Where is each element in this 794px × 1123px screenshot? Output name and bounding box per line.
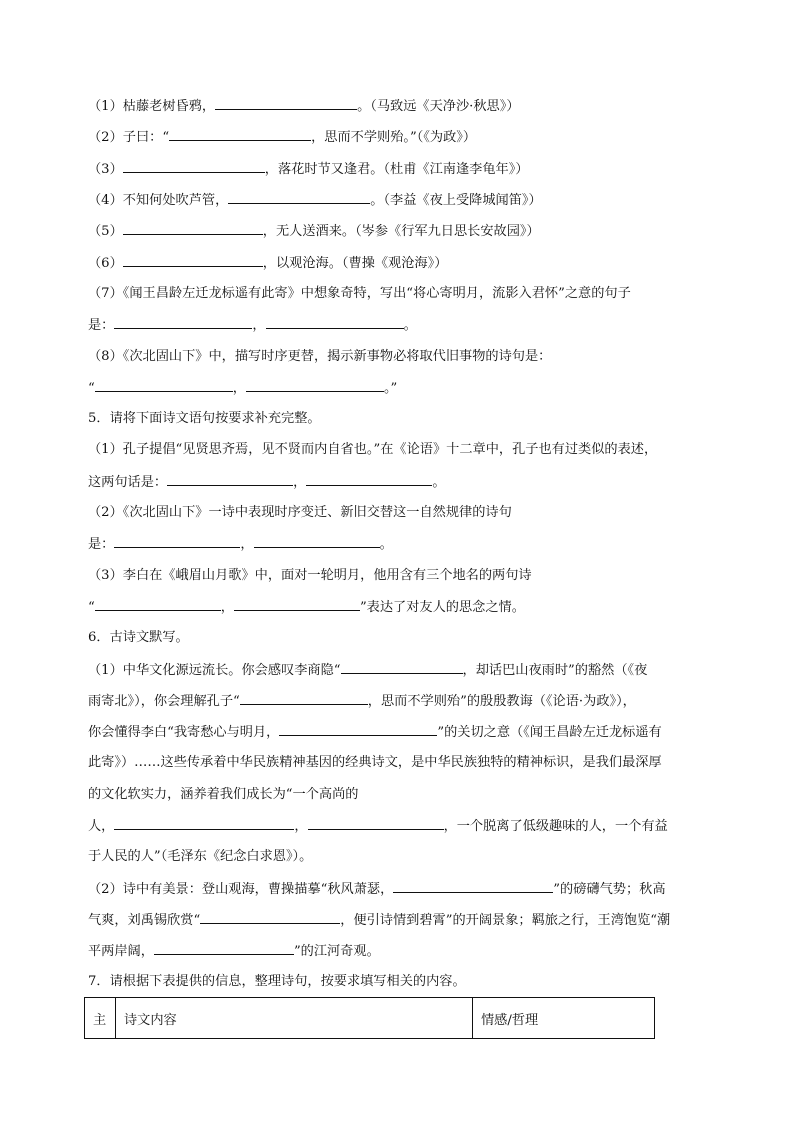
blank[interactable] bbox=[123, 254, 263, 267]
blank[interactable] bbox=[234, 598, 360, 611]
table-header-row bbox=[85, 998, 655, 1039]
blank[interactable] bbox=[123, 160, 265, 173]
text: “ bbox=[88, 600, 95, 615]
text: ， bbox=[293, 475, 307, 490]
text: ，落花时节又逢君。（杜甫《江南逢李龟年》） bbox=[264, 162, 529, 177]
text: ， bbox=[232, 381, 246, 396]
text: 7．请根据下表提供的信息，整理诗句，按要求填写相关的内容。 bbox=[88, 974, 466, 989]
blank[interactable] bbox=[200, 911, 340, 924]
line-13 bbox=[88, 473, 674, 492]
blank[interactable] bbox=[341, 661, 463, 674]
blank[interactable] bbox=[246, 379, 384, 392]
text: 这两句话是： bbox=[88, 475, 168, 490]
line-18 bbox=[88, 629, 674, 647]
line-5 bbox=[88, 222, 674, 241]
header-cell-emotion: 情感/哲理 bbox=[473, 998, 655, 1039]
blank[interactable] bbox=[114, 316, 252, 329]
text: ，却话巴山夜雨时”的豁然（《夜 bbox=[462, 663, 648, 678]
text: 。 bbox=[403, 318, 417, 333]
line-21 bbox=[88, 723, 674, 742]
text: 人， bbox=[88, 819, 115, 834]
text: （2）《次北固山下》一诗中表现时序变迁、新旧交替这一自然规律的诗句 bbox=[88, 505, 512, 520]
text: 气爽，刘禹锡欣赏“ bbox=[88, 913, 201, 928]
text: （1）中华文化源远流长。你会感叹李商隐“ bbox=[88, 663, 341, 678]
line-27 bbox=[88, 911, 674, 930]
text: 于人民的人”（毛泽东《纪念白求恩》）。 bbox=[88, 849, 313, 864]
text: ”的磅礴气势；秋高 bbox=[553, 882, 666, 897]
text: ”的江河奇观。 bbox=[293, 944, 380, 959]
line-16 bbox=[88, 567, 674, 585]
text: （3）李白在《峨眉山月歌》中，面对一轮明月，他用含有三个地名的两句诗 bbox=[88, 568, 532, 583]
text: 此寄》）……这些传承着中华民族精神基因的经典诗文，是中华民族独特的精神标识，是我们最深厚 bbox=[88, 755, 662, 770]
line-17 bbox=[88, 598, 674, 617]
text: 。” bbox=[383, 381, 398, 396]
text: （8）《次北固山下》中，描写时序更替，揭示新事物必将取代旧事物的诗句是： bbox=[88, 349, 552, 364]
blank[interactable] bbox=[95, 598, 221, 611]
blank[interactable] bbox=[114, 817, 294, 830]
blank[interactable] bbox=[167, 473, 293, 486]
line-2 bbox=[88, 128, 674, 147]
blank[interactable] bbox=[254, 535, 380, 548]
line-8 bbox=[88, 316, 674, 335]
blank[interactable] bbox=[308, 817, 444, 830]
blank[interactable] bbox=[114, 535, 240, 548]
text: ”的关切之意（《闻王昌龄左迁龙标遥有 bbox=[437, 725, 662, 740]
blank[interactable] bbox=[240, 692, 368, 705]
blank[interactable] bbox=[393, 880, 553, 893]
text: （2）子曰：“ bbox=[88, 130, 170, 145]
line-20 bbox=[88, 692, 674, 711]
line-1 bbox=[88, 97, 674, 116]
text: ，思而不学则殆”的殷殷教诲（《论语·为政》）， bbox=[367, 694, 636, 709]
text: （7）《闻王昌龄左迁龙标遥有此寄》中想象奇特，写出“将心寄明月，流影入君怀”之意的句子 bbox=[88, 286, 631, 301]
line-6 bbox=[88, 254, 674, 273]
text: （3） bbox=[88, 162, 123, 177]
header-cell-topic: 主 bbox=[85, 998, 116, 1039]
line-23 bbox=[88, 786, 674, 804]
text: ”表达了对友人的思念之情。 bbox=[359, 600, 525, 615]
text: 。 bbox=[432, 475, 446, 490]
line-14 bbox=[88, 504, 674, 522]
blank[interactable] bbox=[228, 191, 370, 204]
line-24 bbox=[88, 817, 674, 836]
blank[interactable] bbox=[279, 723, 437, 736]
text: 。（马致远《天净沙·秋思》） bbox=[357, 99, 520, 114]
text: （1）枯藤老树昏鸦， bbox=[88, 99, 216, 114]
text: 6．古诗文默写。 bbox=[88, 630, 189, 645]
blank[interactable] bbox=[306, 473, 432, 486]
text: 是： bbox=[88, 318, 115, 333]
line-7 bbox=[88, 285, 674, 303]
line-11 bbox=[88, 410, 674, 428]
line-25 bbox=[88, 848, 674, 866]
blank[interactable] bbox=[154, 942, 294, 955]
text: 。 bbox=[379, 537, 393, 552]
blank[interactable] bbox=[169, 128, 311, 141]
line-10 bbox=[88, 379, 674, 398]
text: 。（李益《夜上受降城闻笛》） bbox=[370, 193, 542, 208]
blank[interactable] bbox=[123, 222, 263, 235]
text: ，无人送酒来。（岑参《行军九日思长安故园》） bbox=[262, 224, 540, 239]
text: ，思而不学则殆。”（《为政》） bbox=[311, 130, 477, 145]
text: （4）不知何处吹芦管， bbox=[88, 193, 229, 208]
text: 是： bbox=[88, 537, 115, 552]
blank[interactable] bbox=[215, 97, 357, 110]
text: ， bbox=[294, 819, 308, 834]
line-3 bbox=[88, 160, 674, 179]
line-26 bbox=[88, 880, 674, 899]
line-4 bbox=[88, 191, 674, 210]
text: ，一个脱离了低级趣味的人，一个有益 bbox=[443, 819, 668, 834]
text: ， bbox=[252, 318, 266, 333]
text: （1）孔子提倡“见贤思齐焉，见不贤而内自省也。”在《论语》十二章中，孔子也有过类似的表述， bbox=[88, 442, 658, 457]
text: ， bbox=[220, 600, 234, 615]
line-12 bbox=[88, 441, 674, 459]
blank[interactable] bbox=[266, 316, 404, 329]
text: （6） bbox=[88, 256, 123, 271]
blank[interactable] bbox=[95, 379, 233, 392]
text: 你会懂得李白“我寄愁心与明月， bbox=[88, 725, 280, 740]
info-table bbox=[84, 997, 655, 1039]
line-15 bbox=[88, 535, 674, 554]
line-22 bbox=[88, 754, 674, 772]
text: 的文化软实力，涵养着我们成长为“一个高尚的 bbox=[88, 787, 359, 802]
header-cell-content: 诗文内容 bbox=[116, 998, 473, 1039]
text: （2）诗中有美景：登山观海，曹操描摹“秋风萧瑟， bbox=[88, 882, 394, 897]
text: 5．请将下面诗文语句按要求补充完整。 bbox=[88, 411, 321, 426]
line-9 bbox=[88, 348, 674, 366]
line-29 bbox=[88, 973, 674, 991]
text: ， bbox=[240, 537, 254, 552]
text: ，便引诗情到碧霄”的开阔景象；羁旅之行，王湾饱览“潮 bbox=[340, 913, 671, 928]
line-19 bbox=[88, 661, 674, 680]
text: 平两岸阔， bbox=[88, 944, 154, 959]
text: （5） bbox=[88, 224, 123, 239]
line-28 bbox=[88, 942, 674, 961]
text: “ bbox=[88, 381, 95, 396]
text: 雨寄北》），你会理解孔子“ bbox=[88, 694, 240, 709]
text: ，以观沧海。（曹操《观沧海》） bbox=[262, 256, 448, 271]
